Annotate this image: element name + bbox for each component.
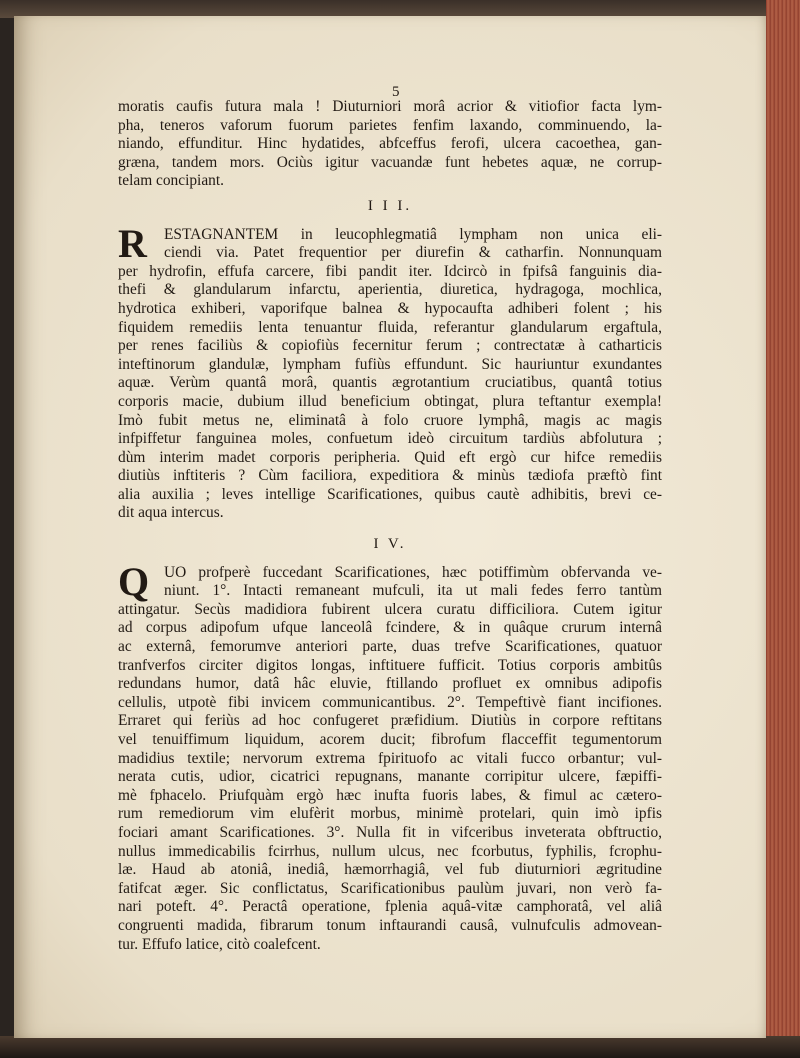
paragraph-line: cellulis, utpotè fibi invicem communicantibus. 2°. Tempeftivè fiant incifiones. xyxy=(118,693,662,711)
paragraph-line: inteftinorum glandulæ, lympham fufiùs effundunt. Sic hauriuntur exundantes xyxy=(118,355,662,373)
dropcap-r: R xyxy=(118,220,147,266)
paragraph-line: moratis caufis futura mala ! Diuturniori morâ acrior & vitiofior facta lym- xyxy=(118,98,662,115)
page-number: 5 xyxy=(392,84,400,100)
section-iv-lines xyxy=(118,601,662,954)
section-iii-intro xyxy=(118,98,662,191)
paragraph-line: per hydrofin, effufa carcere, fibi pandit iter. Idcircò in fpifsâ fanguinis dia- xyxy=(118,262,662,280)
section-iv-paragraph xyxy=(118,558,662,954)
paragraph-line: tur. Effufo latice, citò coalefcent. xyxy=(118,935,321,953)
paragraph-line: UO profperè fuccedant Scarificationes, hæc potiffimùm obfervanda ve- xyxy=(164,563,662,581)
paragraph-line: rum remediorum vim elufèrit morbus, minimè protelari, quin imò ipfis xyxy=(118,805,662,823)
text-body xyxy=(118,86,662,954)
paragraph-line: tranfverfos circiter digitos longas, inftituere fufficit. Totius corporis ambitûs xyxy=(118,656,662,674)
paragraph-line: corporis macie, dubium illud beneficium obtingat, plura teftantur exempla! xyxy=(118,392,662,410)
book-page-edges xyxy=(766,0,800,1058)
section-iii-paragraph xyxy=(118,220,662,524)
paragraph-line: congruenti madida, fibrarum tonum inftaurandi causâ, vulnufculis admovean- xyxy=(118,916,662,934)
paragraph-line: attingatur. Secùs madidiora fubirent ulcera curatu difficiliora. Cutem igitur xyxy=(118,600,662,618)
paragraph-line: nullus immedicabilis fcirrhus, nullum ulcus, nec fcorbutus, fyphilis, fcrophu- xyxy=(118,842,662,860)
paragraph-line: niando, effunditur. Hinc hydatides, abfceffus ferofi, ulcera cacoethea, gan- xyxy=(118,135,662,153)
paragraph-line: fociari amant Scarificationes. 3°. Nulla fit in vifceribus inveterata obftructio, xyxy=(118,823,662,841)
paragraph-line: Erraret qui feriùs ad hoc confugeret præfidium. Diutiùs in corpore reftitans xyxy=(118,712,662,730)
paragraph-line: dùm interim madet corporis peripheria. Quid eft ergò cur hifce remediis xyxy=(118,448,662,466)
paragraph-line: pha, teneros vaforum fuorum parietes fenfim laxando, comminuendo, la- xyxy=(118,116,662,134)
paragraph-line: fatifcat æger. Sic conflictatus, Scarificationibus paulùm juvari, non verò fa- xyxy=(118,879,662,897)
paragraph-line: ESTAGNANTEM in leucophlegmatiâ lympham non unica eli- xyxy=(164,225,662,243)
section-heading-iv: I V. xyxy=(373,536,407,553)
paragraph-line: hydrotica exhiberi, vaporifque balnea & hypocaufta adhiberi folent ; his xyxy=(118,299,662,317)
paragraph-line: madidius textile; nervorum extrema fpirituofo ac vitali fucco orbantur; vul- xyxy=(118,749,662,767)
paragraph-line: alia auxilia ; leves intellige Scarificationes, quibus cautè adhibitis, brevi ce- xyxy=(118,485,662,503)
paragraph-line: redundans humor, datâ hâc eluvie, ftillando profluet ex omnibus adipofis xyxy=(118,675,662,693)
paragraph-line: læ. Haud ab atoniâ, inediâ, hæmorrhagiâ, vel fub diuturniori ægritudine xyxy=(118,861,662,879)
paragraph-line: ad corpus adipofum ufque lanceolâ fcindere, & in quâque crurum internâ xyxy=(118,619,662,637)
paragraph-line: thefi & glandularum infarctu, aperientia, diuretica, hydragoga, mochlica, xyxy=(118,281,662,299)
paragraph-line: niunt. 1°. Intacti remaneant mufculi, ita ut mali fedes ferro tantùm xyxy=(164,582,662,600)
paragraph-line: diutiùs inftiteris ? Cùm faciliora, expeditiora & minùs tædiofa præftò fint xyxy=(118,467,662,485)
paragraph-line: per renes faciliùs & copiofiùs fecernitur ferum ; contrectatæ à catharticis xyxy=(118,337,662,355)
paragraph-line: dit aqua intercus. xyxy=(118,504,224,522)
paragraph-line: aquæ. Verùm quantâ morâ, quantis ægrotantium cruciatibus, quantâ totius xyxy=(118,374,662,392)
dropcap-q: Q xyxy=(118,558,150,604)
book-bottom-edge xyxy=(0,1036,800,1058)
paragraph-line: nari poteft. 4°. Peractâ operatione, fplenia aquâ-vitæ camphoratâ, vel aliâ xyxy=(118,898,662,916)
paragraph-line: græna, tandem mors. Ociùs igitur vacuandæ funt hebetes aquæ, ne corrup- xyxy=(118,153,662,171)
paragraph-line: telam concipiant. xyxy=(118,172,224,190)
paragraph-line: fiquidem remediis lenta tenuantur fluida, referantur glandularum ergaftula, xyxy=(118,318,662,336)
section-heading-iii: I I I. xyxy=(367,197,413,214)
paragraph-line: vel tenuiffimum liquidum, acorem ducit; fibrofum flacceffit tegumentorum xyxy=(118,731,662,748)
paragraph-line: mè fphacelo. Priufquàm ergò hæc inufta fuoris labes, & fimul ac cætero- xyxy=(118,786,662,804)
paragraph-line: nerata cutis, udior, cicatrici repugnans, manante corripitur ulcere, fæpiffi- xyxy=(118,768,662,786)
paragraph-line: Imò fubit metus ne, eliminatâ à folo cruore lymphâ, magis ac magis xyxy=(118,411,662,429)
paragraph-line: infpiffetur fanguinea moles, confuetum ideò circuitum tardiùs abfolutura ; xyxy=(118,430,662,448)
paragraph-line: ciendi via. Patet frequentior per diurefin & catharfin. Nonnunquam xyxy=(164,244,662,262)
paragraph-line: ac externâ, femorumve anteriori parte, duas trefve Scarificationes, quatuor xyxy=(118,638,662,656)
book-page xyxy=(14,16,766,1038)
section-iii-lines xyxy=(118,263,662,523)
